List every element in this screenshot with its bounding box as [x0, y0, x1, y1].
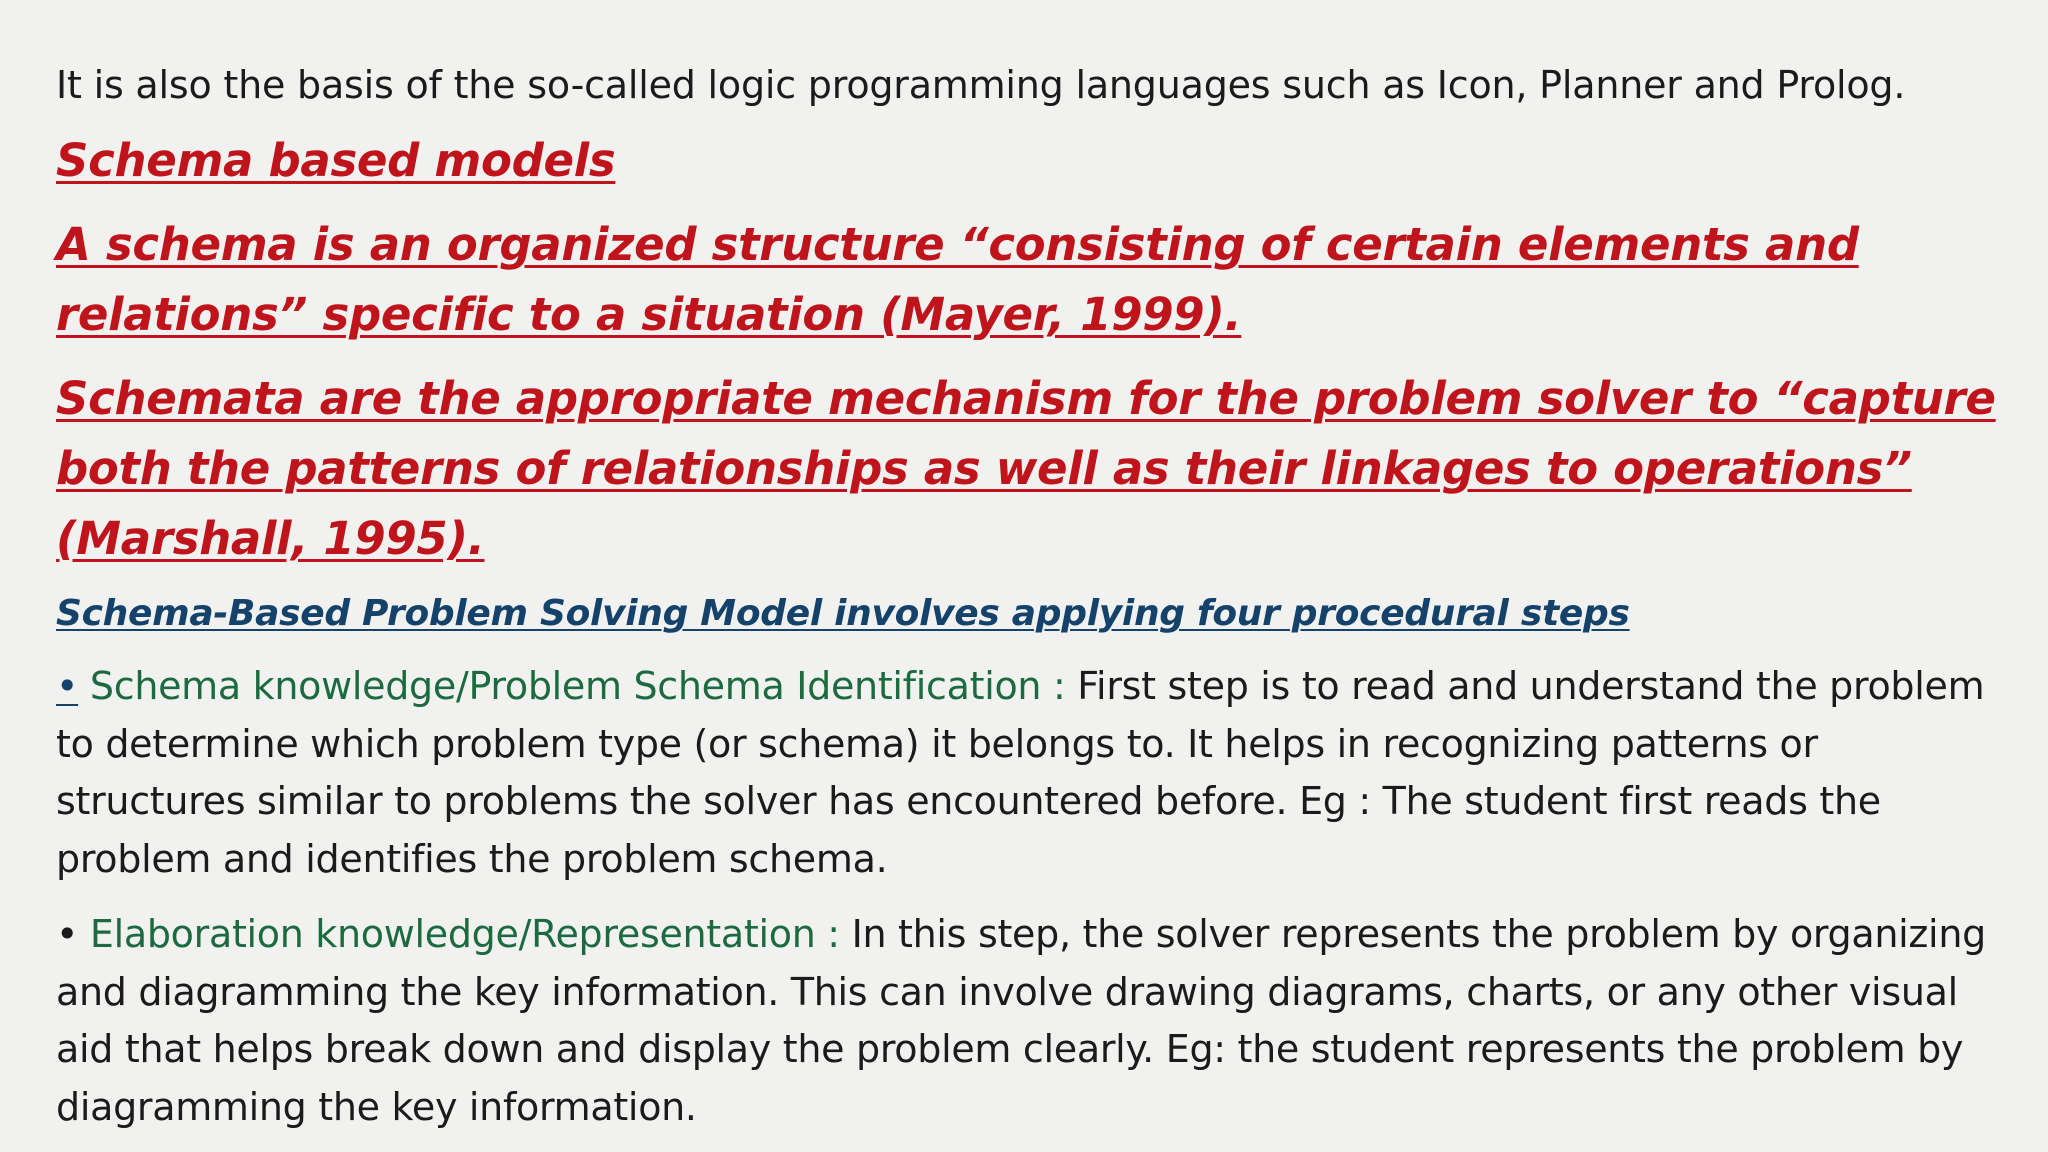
bullet-marker: • [56, 912, 90, 956]
bullet-marker: • [56, 664, 79, 708]
model-heading: Schema-Based Problem Solving Model involves applying four procedural steps [56, 593, 1630, 634]
bullet-text: In this step, the solver represents the problem by organizing and diagramming the key information. This can involve drawing diagrams, charts, or any other visual aid that helps break down and display the problem clearly. Eg: the student represents the problem by diagramming the key information. [56, 912, 1986, 1129]
schema-definition: A schema is an organized structure “consisting of certain elements and relations” specific to a situation (Mayer, 1999). [56, 218, 1859, 341]
bullet-representation [56, 906, 2000, 1136]
intro-paragraph: It is also the basis of the so-called logic programming languages such as Icon, Planner and Prolog. [56, 63, 1906, 107]
schema-models-heading: Schema based models [56, 134, 616, 187]
bullet-schema-identification [56, 658, 2000, 888]
bullet-term: Elaboration knowledge/Representation : [89, 912, 852, 956]
bullet-term: Schema knowledge/Problem Schema Identification : [78, 664, 1078, 708]
schemata-statement: Schemata are the appropriate mechanism for the problem solver to “capture both the patterns of relationships as well as their linkages to operations” (Marshall, 1995). [56, 372, 1996, 565]
bullet-text: First step is to read and understand the problem to determine which problem type (or schema) it belongs to. It helps in recognizing patterns or structures similar to problems the solver has encountered before. Eg : The student first reads the problem and identifies the problem schema. [56, 664, 1985, 881]
